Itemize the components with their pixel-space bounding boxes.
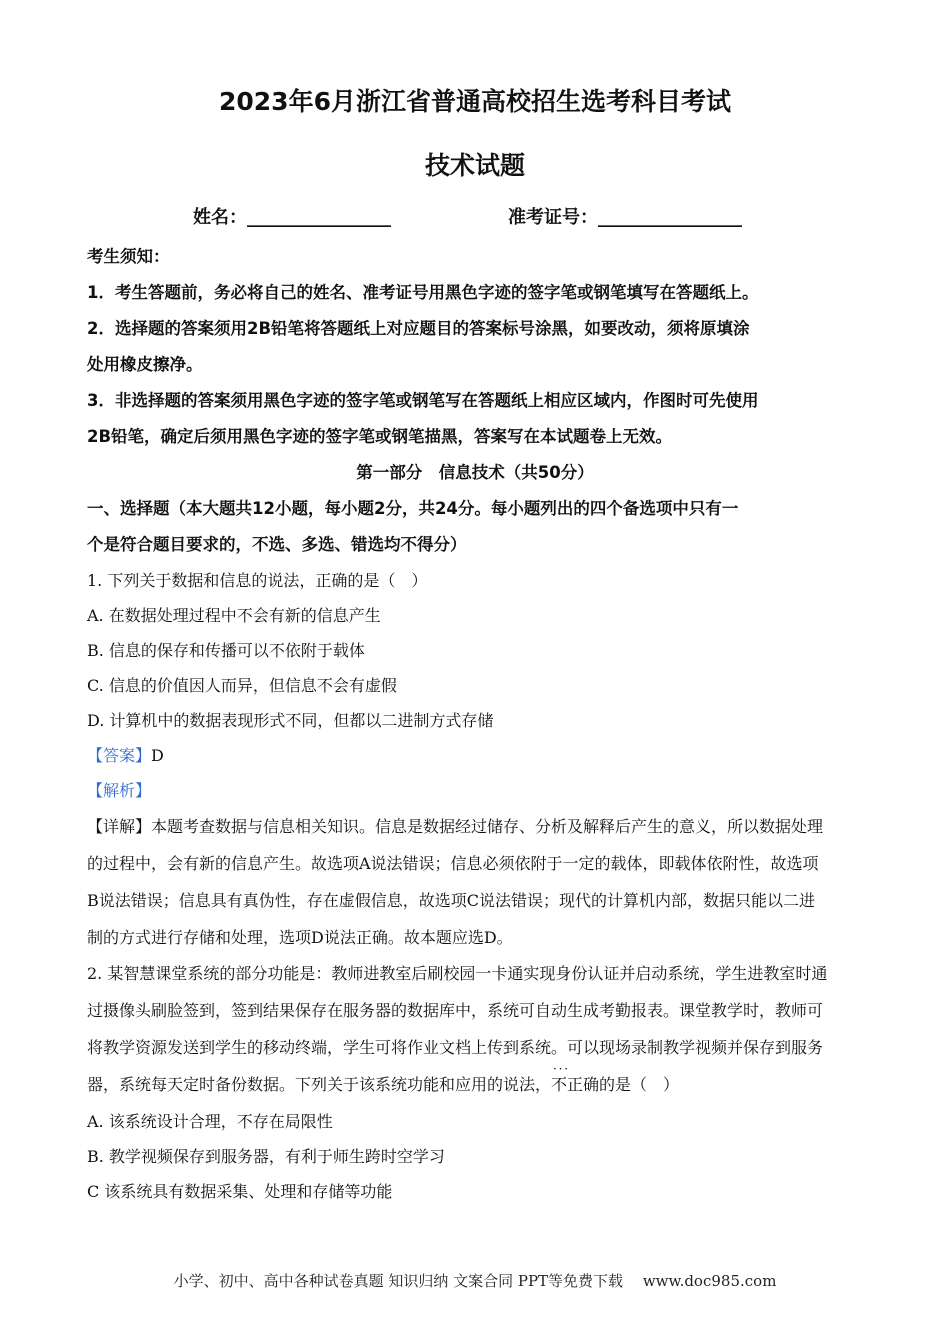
q2-option-c: C 该系统具有数据采集、处理和存储等功能: [87, 1182, 393, 1201]
answer-value: D: [151, 746, 164, 765]
notice-heading: 考生须知：: [87, 247, 170, 266]
q2-emphasis: · · · 不正确: [551, 1072, 599, 1095]
q1-option-b: B. 信息的保存和传播可以不依附于载体: [87, 641, 365, 660]
notice-item-1: 1．考生答题前，务必将自己的姓名、准考证号用黑色字迹的签字笔或钢笔填写在答题纸上。: [87, 283, 759, 302]
q2-stem-4: [87, 1072, 679, 1095]
page-footer: 小学、初中、高中各种试卷真题 知识归纳 文案合同 PPT等免费下载 www.doc985.com: [173, 1272, 777, 1290]
name-blank: ________________: [247, 207, 391, 228]
part-one-title: 第一部分 信息技术（共50分）: [356, 463, 594, 482]
id-field: [508, 203, 742, 229]
section-heading-b: 个是符合题目要求的，不选、多选、错选均不得分）: [87, 535, 467, 554]
q1-detail-1: 【详解】本题考查数据与信息相关知识。信息是数据经过储存、分析及解释后产生的意义，所以数据处理: [87, 817, 824, 836]
name-field: [193, 203, 391, 229]
notice-item-2a: 2．选择题的答案须用2B铅笔将答题纸上对应题目的答案标号涂黑，如要改动，须将原填涂: [87, 319, 750, 338]
q1-detail-2: 的过程中，会有新的信息产生。故选项A说法错误；信息必须依附于一定的载体，即载体依附性，故选项: [87, 854, 819, 873]
q1-detail-3: B说法错误；信息具有真伪性，存在虚假信息，故选项C说法错误；现代的计算机内部，数据只能以二进: [87, 891, 816, 910]
id-label: 准考证号：: [508, 207, 598, 228]
q2-option-a: A. 该系统设计合理，不存在局限性: [87, 1112, 333, 1131]
q1-stem: 1. 下列关于数据和信息的说法，正确的是（ ）: [87, 571, 428, 590]
exam-subtitle: 技术试题: [424, 151, 525, 180]
exam-title: 2023年6月浙江省普通高校招生选考科目考试: [219, 87, 731, 116]
q2-option-b: B. 教学视频保存到服务器，有利于师生跨时空学习: [87, 1147, 445, 1166]
id-blank: ________________: [598, 207, 742, 228]
q2-stem-1: 2. 某智慧课堂系统的部分功能是：教师进教室后刷校园一卡通实现身份认证并启动系统，学生进教室时通: [87, 964, 828, 983]
answer-tag: 【答案】: [87, 746, 152, 765]
q1-option-a: A. 在数据处理过程中不会有新的信息产生: [87, 606, 381, 625]
name-label: 姓名：: [193, 207, 247, 228]
q2-stem-4-pre: 器，系统每天定时备份数据。下列关于该系统功能和应用的说法，: [87, 1075, 552, 1094]
q2-stem-3: 将教学资源发送到学生的移动终端，学生可将作业文档上传到系统。可以现场录制教学视频并保存到服务: [87, 1038, 824, 1057]
q2-stem-4-post: 的是（ ）: [599, 1075, 680, 1094]
q1-option-c: C. 信息的价值因人而异，但信息不会有虚假: [87, 676, 397, 695]
notice-item-3a: 3．非选择题的答案须用黑色字迹的签字笔或钢笔写在答题纸上相应区域内，作图时可先使用: [87, 391, 759, 410]
q1-answer: [87, 743, 164, 766]
section-heading-a: 一、选择题（本大题共12小题，每小题2分，共24分。每小题列出的四个备选项中只有一: [87, 499, 739, 518]
q1-option-d: D. 计算机中的数据表现形式不同，但都以二进制方式存储: [87, 711, 494, 730]
analysis-tag: 【解析】: [87, 781, 152, 800]
q1-detail-4: 制的方式进行存储和处理，选项D说法正确。故本题应选D。: [87, 928, 513, 947]
q2-stem-2: 过摄像头刷脸签到，签到结果保存在服务器的数据库中，系统可自动生成考勤报表。课堂教学时，教师可: [87, 1001, 824, 1020]
notice-item-3b: 2B铅笔，确定后须用黑色字迹的签字笔或钢笔描黑，答案写在本试题卷上无效。: [87, 427, 673, 446]
notice-item-2b: 处用橡皮擦净。: [87, 355, 203, 374]
